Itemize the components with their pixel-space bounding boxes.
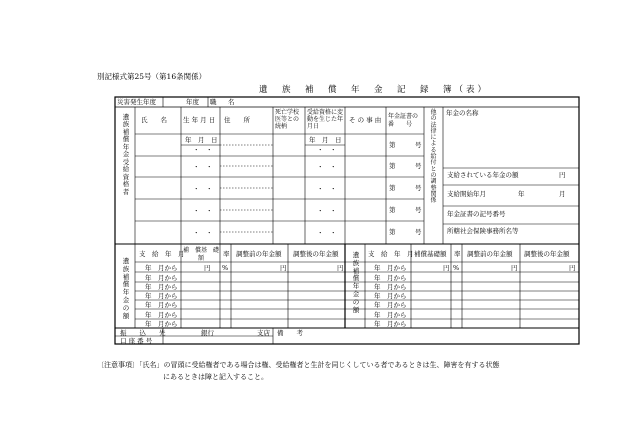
name-label: 名 [228, 98, 235, 106]
job-label: 職 [210, 98, 217, 106]
change-dots: ・ ・ [317, 146, 337, 154]
branch-label: 支店 [257, 329, 270, 337]
row-from: 年 月から [374, 301, 407, 309]
cert-dai: 第 [389, 184, 396, 192]
col-reason: そ の 事 由 [349, 116, 382, 124]
row-from: 年 月から [145, 301, 178, 309]
change-ymd: 年 月 日 [309, 136, 342, 144]
before-yen: 円 [280, 264, 287, 272]
rate-pct: % [453, 264, 460, 272]
remarks-label: 備 考 [277, 329, 303, 337]
start-label: 支給開始年月 [447, 190, 486, 198]
cert-dai: 第 [389, 162, 396, 170]
row-from: 年 月から [145, 320, 178, 328]
cert-dai: 第 [389, 206, 396, 214]
cert-dai: 第 [389, 228, 396, 236]
row-from: 年 月から [374, 320, 407, 328]
cert-go: 号 [415, 141, 422, 149]
form-label: 別記様式第25号（第16条関係） [97, 72, 207, 81]
col-base-right: 補償基礎額 [414, 250, 447, 258]
after-yen: 円 [337, 264, 344, 272]
col-other-law: 他の法律による給付との調整関係 [430, 109, 437, 205]
bank-label: 銀行 [201, 329, 214, 337]
change-dots: ・ ・ [317, 207, 337, 215]
notes-line-1: 〔注意事項〕「氏名」の冒頭に受給権者である場合は権、受給権者と生計を同じくしている者であるときは生、障害を有する状態 [97, 361, 500, 369]
start-year: 年 [518, 190, 525, 198]
birth-dots: ・ ・ [193, 146, 213, 154]
row-from: 年 月から [374, 292, 407, 300]
col-change: 受給資格に変動を生じた年月日 [307, 109, 344, 131]
cert-go: 号 [415, 184, 422, 192]
row-from: 年 月から [374, 311, 407, 319]
change-dots: ・ ・ [317, 229, 337, 237]
col-address: 住 所 [224, 116, 250, 124]
base-yen: 円 [443, 264, 450, 272]
col-after-left: 調整後の年金額 [293, 250, 339, 258]
row-from: 年 月から [145, 311, 178, 319]
col-cert: 年金証書の番 号 [388, 113, 419, 128]
cert-dai: 第 [389, 141, 396, 149]
col-birth: 生 年 月 日 [183, 116, 216, 124]
recipient-label: 遺族補償年金受給資格者 [122, 113, 130, 196]
transfer-label: 振 込 先 [120, 329, 166, 337]
col-before-right: 調整前の年金額 [467, 250, 513, 258]
col-rate-left: 率 [223, 250, 230, 258]
account-label: 口 座 番 号 [120, 337, 153, 345]
rate-pct: % [222, 264, 229, 272]
row-from: 年 月から [374, 274, 407, 282]
col-before-left: 調整前の年金額 [236, 250, 282, 258]
base-yen: 円 [204, 264, 211, 272]
amount-label-left: 遺族補償年金の額 [122, 257, 130, 320]
col-relation: 死亡学校医等との続柄 [275, 109, 300, 131]
cert-go: 号 [415, 206, 422, 214]
birth-dots: ・ ・ [193, 207, 213, 215]
paid-amount-yen: 円 [559, 171, 566, 179]
disaster-year-label: 災害発生年度 [117, 98, 156, 106]
col-name: 氏 名 [141, 116, 167, 124]
cert-go: 号 [415, 162, 422, 170]
before-yen: 円 [511, 264, 518, 272]
change-dots: ・ ・ [317, 185, 337, 193]
cert-no-label: 年金証書の記号番号 [447, 210, 506, 218]
fiscal-year-label: 年度 [186, 98, 199, 106]
paid-amount-label: 支給されている年金の額 [447, 171, 519, 179]
col-rate-right: 率 [454, 250, 461, 258]
col-month-right: 支 給 年 月 [368, 250, 414, 258]
birth-dots: ・ ・ [193, 229, 213, 237]
row-from: 年 月から [145, 264, 178, 272]
office-label: 所轄社会保険事務所名等 [447, 227, 519, 235]
col-pension-name: 年金の名称 [446, 109, 479, 117]
col-after-right: 調整後の年金額 [524, 250, 570, 258]
birth-ymd: 年 月 日 [185, 136, 218, 144]
birth-dots: ・ ・ [193, 185, 213, 193]
row-from: 年 月から [374, 283, 407, 291]
page-title: 遺 族 補 償 年 金 記 録 簿（表） [259, 85, 490, 95]
col-base-left: 補 償基 礎 額 [183, 247, 226, 262]
cert-go: 号 [415, 228, 422, 236]
row-from: 年 月から [374, 264, 407, 272]
start-month: 月 [559, 190, 566, 198]
change-dots: ・ ・ [317, 163, 337, 171]
row-from: 年 月から [145, 274, 178, 282]
row-from: 年 月から [145, 292, 178, 300]
row-from: 年 月から [145, 283, 178, 291]
col-month-left: 支 給 年 月 [139, 250, 185, 258]
after-yen: 円 [569, 264, 576, 272]
notes-line-2: にあるときは障と記入すること。 [163, 373, 268, 381]
birth-dots: ・ ・ [193, 163, 213, 171]
amount-label-right: 遺族補償年金の額 [352, 251, 360, 314]
